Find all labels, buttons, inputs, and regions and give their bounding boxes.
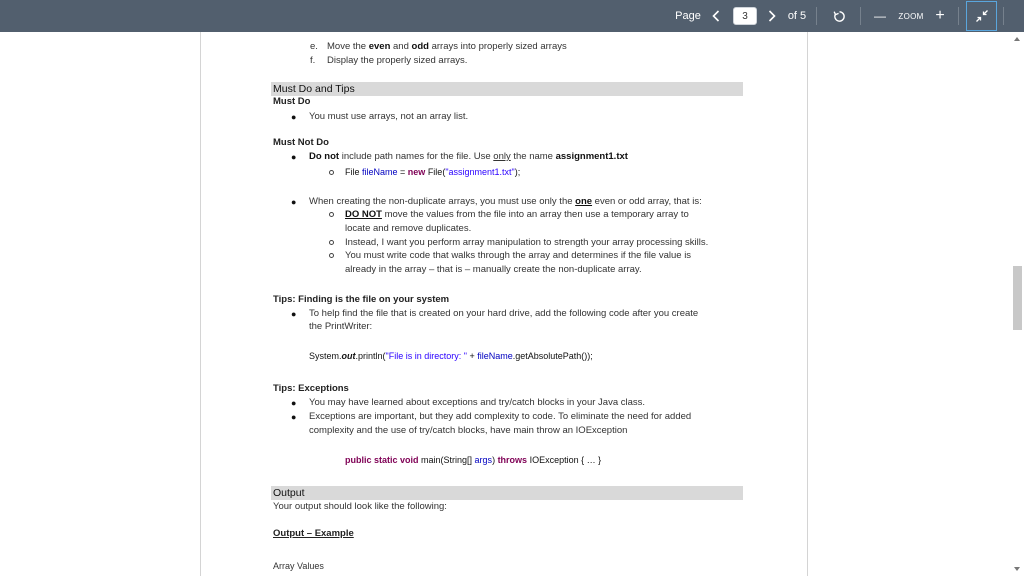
must-not-item-2: When creating the non-duplicate arrays, you must use only the one even or odd array, that is: xyxy=(309,196,702,207)
scrollbar-thumb[interactable] xyxy=(1013,266,1022,330)
toolbar-divider xyxy=(816,7,817,25)
previous-page-button[interactable] xyxy=(709,0,723,32)
zoom-label: ZOOM xyxy=(898,11,924,21)
bullet-icon: ● xyxy=(291,398,297,408)
must-not-sub-3: You must write code that walks through the array and determines if the file value is xyxy=(345,250,692,261)
page-edge-right xyxy=(807,32,808,576)
must-not-sub-2: Instead, I want you perform array manipulation to strength your array processing skills. xyxy=(345,237,709,248)
must-do-item: You must use arrays, not an array list. xyxy=(309,111,469,122)
zoom-in-button[interactable] xyxy=(932,0,948,32)
must-not-do-heading: Must Not Do xyxy=(273,137,329,148)
tips-exceptions-item-2-cont: complexity and the use of try/catch blocks, have main throw an IOException xyxy=(309,425,628,436)
must-not-sub-1: DO NOT move the values from the file into an array then use a temporary array to xyxy=(345,209,689,220)
bullet-icon: ● xyxy=(291,112,297,122)
bullet-icon: ● xyxy=(291,309,297,319)
minus-icon: — xyxy=(874,9,886,23)
array-values-label: Array Values xyxy=(273,561,324,571)
list-item-f: Display the properly sized arrays. xyxy=(327,55,468,66)
must-not-sub-3-cont: already in the array – that is – manually create the non-duplicate array. xyxy=(345,264,642,275)
page-number-input[interactable] xyxy=(733,7,757,25)
must-do-heading: Must Do xyxy=(273,96,311,107)
tips-exceptions-heading: Tips: Exceptions xyxy=(273,383,349,394)
section-header-output: Output xyxy=(271,486,743,500)
scroll-down-arrow-icon[interactable] xyxy=(1014,567,1020,571)
output-description: Your output should look like the following: xyxy=(273,501,447,512)
toolbar-divider xyxy=(1003,7,1004,25)
viewer-toolbar xyxy=(0,0,1024,32)
tips-finding-item-cont: the PrintWriter: xyxy=(309,321,373,332)
chevron-left-icon xyxy=(712,10,720,22)
scroll-up-arrow-icon[interactable] xyxy=(1014,37,1020,41)
page-label: Page xyxy=(675,10,701,22)
tips-finding-item: To help find the file that is created on your hard drive, add the following code after you create xyxy=(309,308,699,319)
tips-finding-heading: Tips: Finding is the file on your system xyxy=(273,294,450,305)
must-not-code-line: File fileName = new File("assignment1.txt"); xyxy=(345,167,521,177)
exit-fullscreen-button[interactable] xyxy=(966,1,997,31)
section-header-must-do-tips: Must Do and Tips xyxy=(271,82,743,96)
toolbar-divider xyxy=(860,7,861,25)
list-item-f-letter: f. xyxy=(310,55,316,66)
circle-bullet-icon xyxy=(329,170,334,175)
code-line-println: System.out.println("File is in directory: " + fileName.getAbsolutePath()); xyxy=(309,351,593,361)
plus-icon: + xyxy=(935,7,945,24)
circle-bullet-icon xyxy=(329,212,334,217)
tips-exceptions-item-2: Exceptions are important, but they add complexity to code. To eliminate the need for added xyxy=(309,411,692,422)
must-not-item-1: Do not include path names for the file. Use only the name assignment1.txt xyxy=(309,151,628,162)
list-item-e-letter: e. xyxy=(310,41,318,52)
zoom-out-button[interactable] xyxy=(872,0,888,32)
bullet-icon: ● xyxy=(291,412,297,422)
page-edge-left xyxy=(200,32,201,576)
tips-exceptions-item-1: You may have learned about exceptions and try/catch blocks in your Java class. xyxy=(309,397,646,408)
rotate-icon xyxy=(833,10,846,23)
output-example-heading: Output – Example xyxy=(273,528,354,539)
circle-bullet-icon xyxy=(329,253,334,258)
page-count: of 5 xyxy=(787,10,807,22)
must-not-sub-1-cont: locate and remove duplicates. xyxy=(345,223,472,234)
bullet-icon: ● xyxy=(291,152,297,162)
collapse-arrows-icon xyxy=(975,9,989,23)
toolbar-divider xyxy=(958,7,959,25)
bullet-icon: ● xyxy=(291,197,297,207)
chevron-right-icon xyxy=(768,10,776,22)
code-line-main-signature: public static void main(String[] args) throws IOException { … } xyxy=(345,455,602,465)
circle-bullet-icon xyxy=(329,240,334,245)
rotate-button[interactable] xyxy=(830,0,848,32)
list-item-e: Move the even and odd arrays into properly sized arrays xyxy=(327,41,567,52)
next-page-button[interactable] xyxy=(765,0,779,32)
